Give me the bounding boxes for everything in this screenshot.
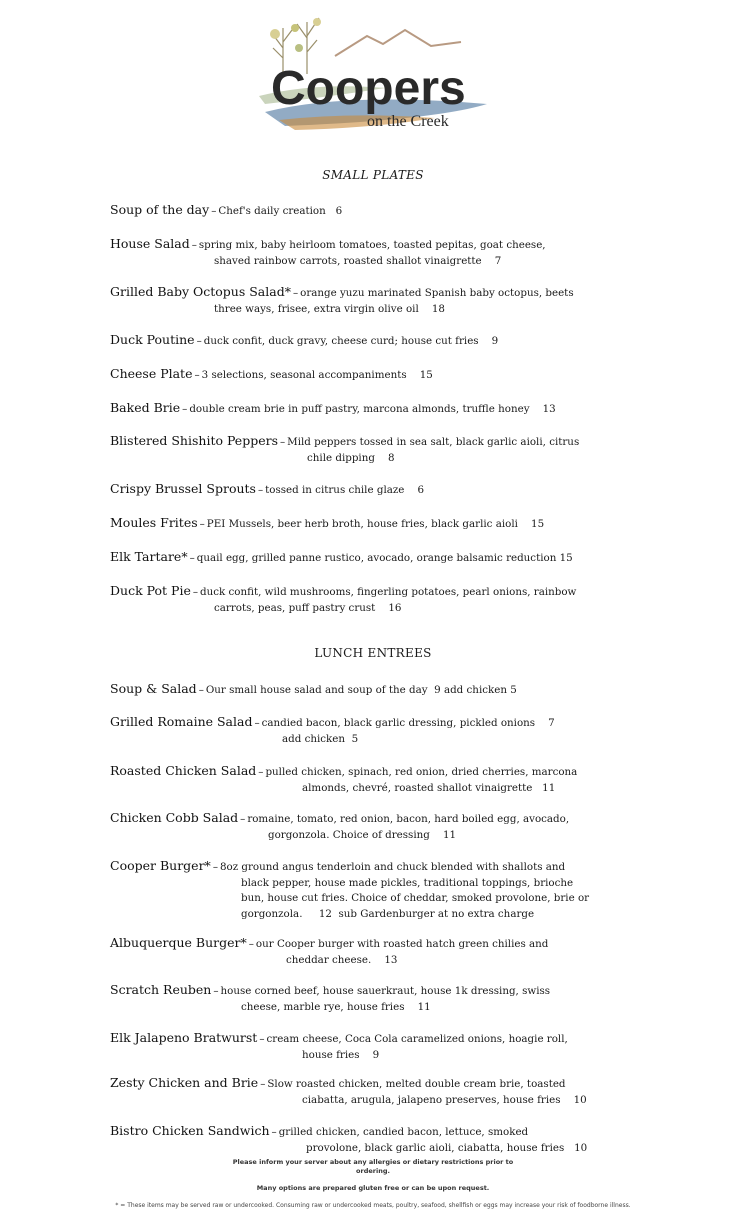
menu-item-description: 8oz ground angus tenderloin and chuck blended with shallots and bbox=[219, 861, 566, 873]
menu-item-dash: – bbox=[191, 239, 197, 251]
menu-item-name: Cheese Plate bbox=[110, 366, 193, 381]
menu-item bbox=[110, 1123, 587, 1156]
menu-item-name: Scratch Reuben bbox=[110, 982, 212, 997]
menu-item-dash: – bbox=[254, 717, 260, 729]
menu-item bbox=[110, 583, 576, 616]
menu-item-description: candied bacon, black garlic dressing, pickled onions 7 bbox=[261, 717, 555, 729]
menu-item-description: double cream brie in puff pastry, marcona almonds, truffle honey 13 bbox=[189, 403, 556, 415]
menu-item bbox=[110, 202, 342, 220]
menu-item-description-cont: provolone, black garlic aioli, ciabatta, house fries 10 bbox=[306, 1141, 588, 1154]
menu-item-name: Elk Jalapeno Bratwurst bbox=[110, 1030, 258, 1045]
menu-item-name: Blistered Shishito Peppers bbox=[110, 433, 278, 448]
menu-item-name: Cooper Burger* bbox=[110, 858, 211, 873]
menu-item-dash: – bbox=[213, 985, 219, 997]
menu-item-dash: – bbox=[194, 369, 200, 381]
menu-item-description-cont: ciabatta, arugula, jalapeno preserves, house fries 10 bbox=[302, 1093, 587, 1106]
menu-item bbox=[110, 858, 589, 922]
menu-item-dash: – bbox=[196, 335, 202, 347]
gluten-free-notice: Many options are prepared gluten free or can be upon request. bbox=[256, 1184, 490, 1192]
menu-item-description: romaine, tomato, red onion, bacon, hard boiled egg, avocado, bbox=[247, 813, 570, 825]
menu-item bbox=[110, 935, 548, 968]
menu-item-description: 3 selections, seasonal accompaniments 15 bbox=[201, 369, 433, 381]
mountain-icon bbox=[335, 30, 461, 56]
menu-item-name: Elk Tartare* bbox=[110, 549, 188, 564]
menu-item-description-cont: chile dipping 8 bbox=[307, 451, 395, 464]
menu-item-description: duck confit, duck gravy, cheese curd; house cut fries 9 bbox=[203, 335, 499, 347]
menu-item-name: Crispy Brussel Sprouts bbox=[110, 481, 256, 496]
menu-item-dash: – bbox=[182, 403, 188, 415]
menu-item-name: Grilled Baby Octopus Salad* bbox=[110, 284, 291, 299]
menu-item bbox=[110, 763, 577, 796]
menu-item-description: Slow roasted chicken, melted double cream brie, toasted bbox=[267, 1078, 566, 1090]
menu-item-dash: – bbox=[192, 586, 199, 598]
menu-item-description: duck confit, wild mushrooms, fingerling potatoes, pearl onions, rainbow bbox=[200, 586, 577, 598]
menu-item-description-cont: gorgonzola. Choice of dressing 11 bbox=[268, 828, 457, 841]
menu-item-description-cont: cheese, marble rye, house fries 11 bbox=[241, 1000, 431, 1013]
menu-item-name: Bistro Chicken Sandwich bbox=[110, 1123, 270, 1138]
menu-item-description: grilled chicken, candied bacon, lettuce, smoked bbox=[278, 1126, 529, 1138]
menu-item-description: cream cheese, Coca Cola caramelized onions, hoagie roll, bbox=[266, 1033, 568, 1045]
menu-item-description: Our small house salad and soup of the day 9 add chicken 5 bbox=[205, 684, 517, 696]
allergy-notice-cont: ordering. bbox=[356, 1167, 390, 1175]
menu-item-dash: – bbox=[258, 766, 264, 778]
menu-item-name: Albuquerque Burger* bbox=[110, 935, 247, 950]
menu-item bbox=[110, 515, 544, 533]
menu-item-name: Duck Poutine bbox=[110, 332, 195, 347]
menu-item bbox=[110, 714, 555, 747]
logo-subtitle: on the Creek bbox=[367, 113, 449, 130]
menu-item-dash: – bbox=[248, 938, 254, 950]
menu-item-description: PEI Mussels, beer herb broth, house fries, black garlic aioli 15 bbox=[206, 518, 545, 530]
menu-item bbox=[110, 1075, 587, 1108]
menu-item-dash: – bbox=[240, 813, 246, 825]
menu-item bbox=[110, 549, 573, 567]
menu-item-name: Baked Brie bbox=[110, 400, 181, 415]
raw-food-notice: * = These items may be served raw or undercooked. Consuming raw or undercooked meats, poultry, seafood, shellfish or eggs may increase your risk of foodborne illness. bbox=[115, 1202, 631, 1209]
menu-item-dash: – bbox=[211, 205, 217, 217]
menu-item-dash: – bbox=[189, 552, 195, 564]
menu-item bbox=[110, 332, 498, 350]
menu-item-dash: – bbox=[292, 287, 299, 299]
menu-item-name: Grilled Romaine Salad bbox=[110, 714, 253, 729]
section-title-small-plates: SMALL PLATES bbox=[322, 168, 424, 182]
menu-item bbox=[110, 1030, 568, 1063]
allergy-notice: Please inform your server about any allergies or dietary restrictions prior to bbox=[232, 1158, 514, 1166]
menu-item-description-cont: carrots, peas, puff pastry crust 16 bbox=[214, 601, 402, 614]
menu-item-name: Chicken Cobb Salad bbox=[110, 810, 239, 825]
menu-item-description: our Cooper burger with roasted hatch green chilies and bbox=[255, 938, 549, 950]
menu-item-description-cont: black pepper, house made pickles, traditional toppings, brioche bbox=[241, 876, 574, 889]
menu-item bbox=[110, 681, 517, 699]
menu-item-description-cont: house fries 9 bbox=[302, 1048, 380, 1061]
coopers-logo bbox=[255, 8, 495, 143]
menu-item bbox=[110, 433, 579, 466]
menu-item-name: Duck Pot Pie bbox=[110, 583, 191, 598]
menu-item-description-cont: gorgonzola. 12 sub Gardenburger at no extra charge bbox=[241, 907, 535, 920]
menu-item bbox=[110, 982, 550, 1015]
menu-item bbox=[110, 284, 574, 317]
menu-item-description-cont: three ways, frisee, extra virgin olive oil 18 bbox=[214, 302, 445, 315]
menu-item-description: tossed in citrus chile glaze 6 bbox=[265, 484, 425, 496]
menu-item-name: Moules Frites bbox=[110, 515, 198, 530]
menu-item-description: orange yuzu marinated Spanish baby octopus, beets bbox=[300, 287, 574, 299]
menu-item-dash: – bbox=[198, 684, 204, 696]
menu-item-dash: – bbox=[280, 436, 286, 448]
menu-item-dash: – bbox=[212, 861, 218, 873]
menu-item-dash: – bbox=[260, 1078, 266, 1090]
menu-item-name: House Salad bbox=[110, 236, 190, 251]
menu-item bbox=[110, 236, 546, 269]
menu-item-name: Zesty Chicken and Brie bbox=[110, 1075, 259, 1090]
menu-item-name: Soup & Salad bbox=[110, 681, 197, 696]
menu-item-dash: – bbox=[257, 484, 264, 496]
menu-item-dash: – bbox=[271, 1126, 277, 1138]
menu-item bbox=[110, 481, 424, 499]
menu-item-description: house corned beef, house sauerkraut, house 1k dressing, swiss bbox=[220, 985, 551, 997]
menu-item-description-cont: cheddar cheese. 13 bbox=[286, 953, 398, 966]
menu-item bbox=[110, 366, 433, 384]
menu-item bbox=[110, 400, 556, 418]
menu-item-description: quail egg, grilled panne rustico, avocado, orange balsamic reduction 15 bbox=[196, 552, 573, 564]
menu-item-name: Roasted Chicken Salad bbox=[110, 763, 257, 778]
menu-item-description: pulled chicken, spinach, red onion, dried cherries, marcona bbox=[265, 766, 578, 778]
menu-item-dash: – bbox=[199, 518, 205, 530]
menu-item-description-cont: almonds, chevré, roasted shallot vinaigrette 11 bbox=[302, 781, 556, 794]
menu-item-description-cont: add chicken 5 bbox=[282, 732, 359, 745]
menu-item-name: Soup of the day bbox=[110, 202, 210, 217]
menu-item bbox=[110, 810, 569, 843]
menu-item-dash: – bbox=[259, 1033, 265, 1045]
menu-item-description-cont: bun, house cut fries. Choice of cheddar, smoked provolone, brie or bbox=[241, 892, 590, 904]
menu-item-description-cont: shaved rainbow carrots, roasted shallot vinaigrette 7 bbox=[214, 254, 502, 267]
menu-item-description: Chef's daily creation 6 bbox=[218, 205, 343, 217]
menu-item-description: Mild peppers tossed in sea salt, black garlic aioli, citrus bbox=[287, 436, 580, 448]
section-title-lunch-entrees: LUNCH ENTREES bbox=[314, 646, 432, 660]
logo-title: Coopers bbox=[271, 62, 466, 115]
menu-item-description: spring mix, baby heirloom tomatoes, toasted pepitas, goat cheese, bbox=[198, 239, 546, 251]
